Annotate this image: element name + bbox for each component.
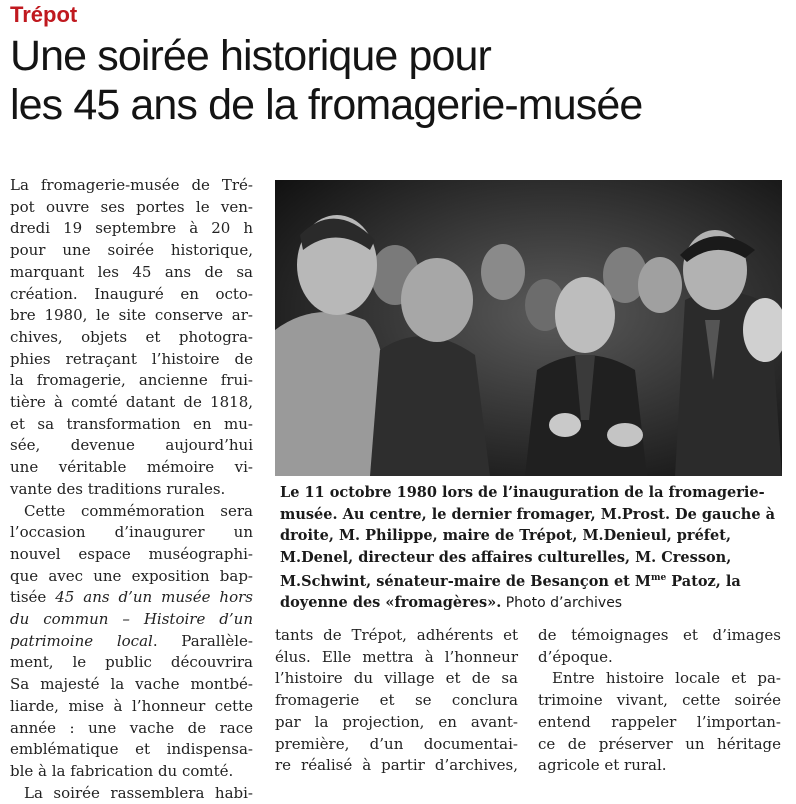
text-line: agricole et rural. — [538, 756, 667, 775]
text-line: La soirée rassemblera habi- — [24, 783, 253, 802]
text-line: fromagerie et se conclura — [275, 691, 518, 710]
photo-caption — [280, 482, 782, 615]
text-line: emblématique et indispensa- — [10, 740, 253, 759]
exhibition-title: 45 ans d’un musée hors — [55, 588, 253, 607]
headline-line-1: Une soirée historique pour — [10, 32, 491, 80]
text-line: sée, devenue aujourd’hui — [10, 436, 253, 455]
text-line: tière à comté datant de 1818, — [10, 393, 253, 412]
text-line: dredi 19 septembre à 20 h — [10, 219, 253, 238]
text-line: ment, le public découvrira — [10, 653, 253, 672]
paragraph-5 — [538, 625, 781, 668]
text-line: re réalisé à partir d’archives, — [275, 756, 518, 775]
text-line: création. Inauguré en octo- — [10, 284, 253, 303]
paragraph-1 — [10, 175, 253, 501]
text-line: tants de Trépot, adhérents et — [275, 626, 518, 644]
archive-photo-image — [275, 180, 782, 476]
text-line: marquant les 45 ans de sa — [10, 262, 253, 281]
text-line: l’histoire du village et de sa — [275, 669, 518, 688]
text-line: une véritable mémoire vi- — [10, 458, 253, 477]
text-line: trimoine vivant, cette soirée — [538, 691, 781, 710]
text-line: la fromagerie, ancienne frui- — [10, 371, 253, 390]
text-line: liarde, mise à l’honneur cette — [10, 696, 253, 715]
text-line: Entre histoire locale et pa- — [552, 669, 781, 688]
text-line: pour une soirée historique, — [10, 241, 253, 260]
text-line: Sa majesté la vache montbé- — [10, 675, 253, 694]
text-line: ble à la fabrication du comté. — [10, 761, 234, 780]
paragraph-6 — [538, 668, 781, 777]
caption-line: M.Denel, directeur des affaires culturelles, M. Cresson, — [280, 548, 732, 566]
caption-line: Le 11 octobre 1980 lors de l’inauguration de la fromagerie- — [280, 484, 765, 501]
exhibition-title-end: patrimoine local — [10, 631, 153, 650]
text-run: tisée — [10, 588, 56, 607]
article-column-2 — [275, 625, 518, 777]
article-headline — [10, 32, 790, 130]
text-line: bre 1980, le site conserve ar- — [10, 306, 253, 325]
section-kicker: Trépot — [10, 2, 78, 27]
text-line: année : une vache de race — [10, 718, 253, 737]
text-line: La fromagerie-musée de Tré- — [10, 176, 253, 194]
article-column-3 — [538, 625, 781, 777]
text-line: et sa transformation en mu- — [10, 414, 253, 433]
text-line: de témoignages et d’images — [538, 626, 781, 644]
caption-line — [280, 592, 782, 615]
caption-line: musée. Au centre, le dernier fromager, M.Prost. De gauche à — [280, 505, 776, 523]
text-line: élus. Elle mettra à l’honneur — [275, 647, 518, 666]
text-line: pot ouvre ses portes le ven- — [10, 197, 253, 216]
text-line: d’époque. — [538, 647, 613, 666]
text-line: entend rappeler l’importan- — [538, 712, 781, 731]
text-line: ce de préserver un héritage — [538, 734, 781, 753]
article-column-1 — [10, 175, 253, 804]
text-line — [10, 587, 253, 609]
caption-line — [280, 568, 782, 592]
photo-credit: Photo d’archives — [501, 595, 623, 612]
exhibition-title-cont: du commun – Histoire d’un — [10, 610, 253, 629]
caption-text: M.Schwint, sénateur-maire de Besançon et M — [280, 572, 651, 590]
text-line: nouvel espace muséographi- — [10, 544, 253, 563]
archive-photo — [275, 180, 782, 476]
text-line: l’occasion d’inaugurer un — [10, 523, 253, 542]
text-line: Cette commémoration sera — [24, 501, 253, 520]
caption-text: Patoz, la — [666, 572, 741, 590]
caption-line: droite, M. Philippe, maire de Trépot, M.Denieul, préfet, — [280, 527, 732, 544]
text-line: première, d’un documentai- — [275, 734, 518, 753]
paragraph-2 — [10, 501, 253, 783]
text-line — [10, 631, 253, 653]
text-line: vante des traditions rurales. — [10, 479, 226, 498]
text-run: . Parallèle- — [152, 631, 253, 650]
text-line: que avec une exposition bap- — [10, 566, 253, 585]
caption-text: doyenne des «fromagères». — [280, 594, 502, 612]
paragraph-4 — [275, 625, 518, 777]
text-line — [10, 609, 253, 631]
text-line: par la projection, en avant- — [275, 712, 518, 731]
headline-line-2: les 45 ans de la fromagerie-musée — [10, 81, 643, 129]
text-line: phies retraçant l’histoire de — [10, 349, 253, 368]
caption-superscript: me — [650, 573, 667, 583]
text-line: chives, objets et photogra- — [10, 327, 253, 346]
